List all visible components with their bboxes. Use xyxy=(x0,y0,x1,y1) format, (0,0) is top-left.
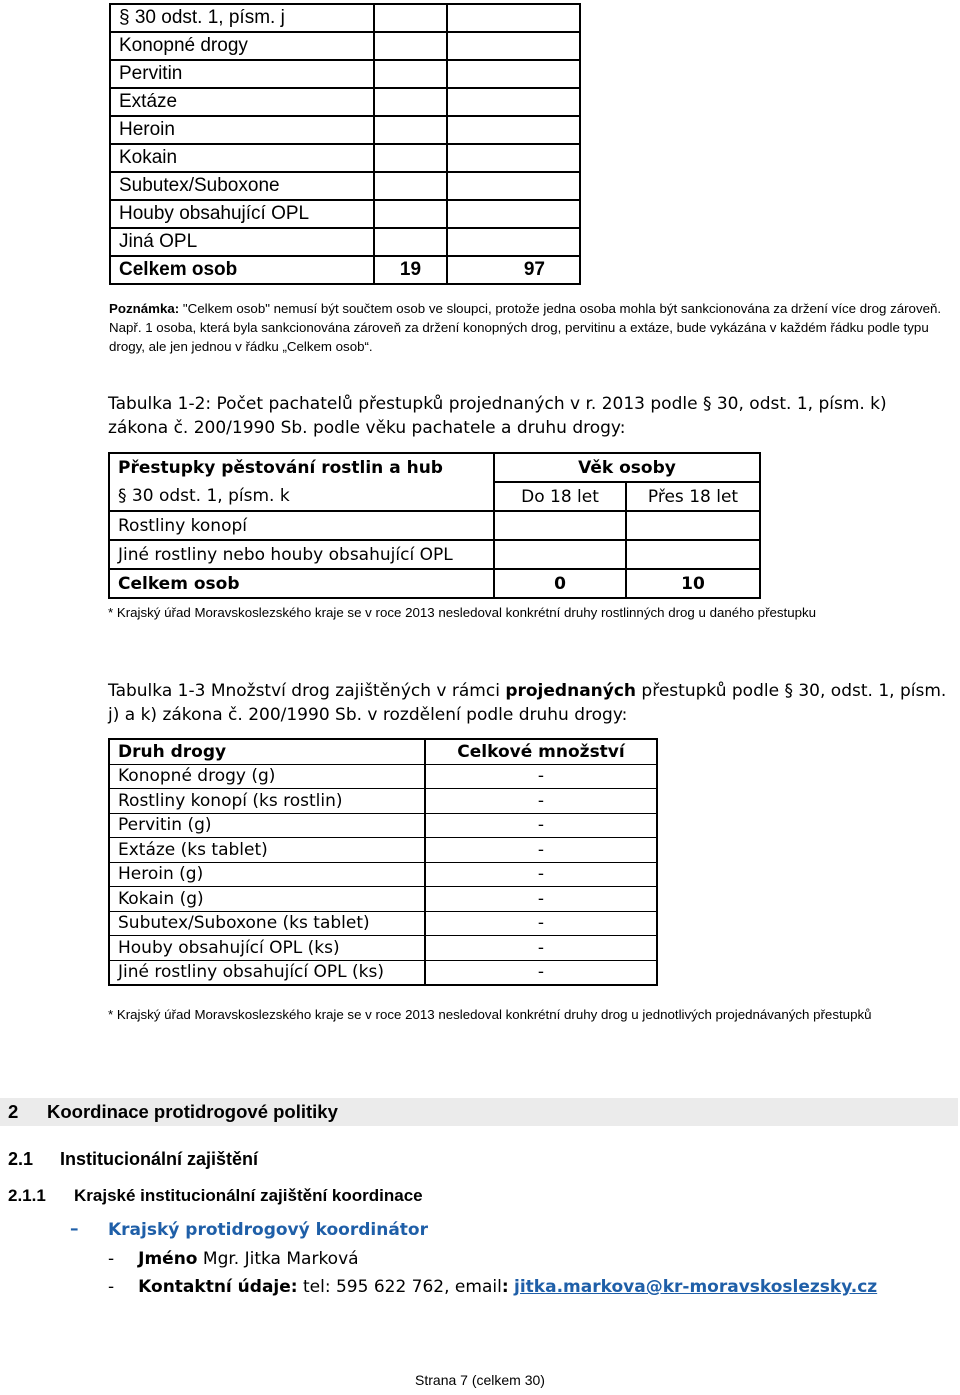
t1-row-a xyxy=(374,228,447,256)
t1-row-a xyxy=(374,32,447,60)
table-row xyxy=(109,960,657,985)
t2-subtitle: § 30 odst. 1, písm. k xyxy=(109,482,494,511)
t3-row-label: Extáze (ks tablet) xyxy=(109,838,425,863)
heading-section-2-1 xyxy=(8,1149,259,1170)
t3-row-value: - xyxy=(425,911,657,936)
t1-row-b xyxy=(447,88,580,116)
t1-row-b xyxy=(447,116,580,144)
t3-row-label: Rostliny konopí (ks rostlin) xyxy=(109,789,425,814)
table-row xyxy=(110,4,580,32)
caption-table2: Tabulka 1-2: Počet pachatelů přestupků projednaných v r. 2013 podle § 30, odst. 1, písm. k) zákona č. 200/1990 Sb. podle věku pachatele a druhu drogy: xyxy=(108,394,887,438)
t3-row-label: Jiné rostliny obsahující OPL (ks) xyxy=(109,960,425,985)
table-row xyxy=(109,911,657,936)
t1-row-label: Pervitin xyxy=(110,60,374,88)
t2-age-header: Věk osoby xyxy=(494,453,760,482)
t1-row-a xyxy=(374,172,447,200)
t1-row-b xyxy=(447,200,580,228)
t1-row-label: Jiná OPL xyxy=(110,228,374,256)
coordinator-dash: – xyxy=(70,1219,79,1239)
t1-total-a: 19 xyxy=(374,256,447,284)
table-row-total xyxy=(109,569,760,598)
coordinator-contact-line: - Kontaktní údaje: tel: 595 622 762, email: jitka.markova@kr-moravskoslezsky.cz xyxy=(108,1277,878,1297)
t2-row-a xyxy=(494,511,626,540)
t2-row-label: Rostliny konopí xyxy=(109,511,494,540)
table-row xyxy=(110,200,580,228)
contact-label: Kontaktní údaje: xyxy=(138,1277,298,1297)
section-title: Krajské institucionální zajištění koordinace xyxy=(74,1186,423,1205)
t2-row-a xyxy=(494,540,626,569)
table-row xyxy=(109,936,657,961)
table-row xyxy=(110,172,580,200)
name-value: Mgr. Jitka Marková xyxy=(197,1249,359,1269)
t3-row-value: - xyxy=(425,936,657,961)
t3-head-a: Druh drogy xyxy=(109,739,425,764)
t1-row-a xyxy=(374,200,447,228)
t1-row-a xyxy=(374,144,447,172)
email-colon: : xyxy=(501,1277,509,1297)
t1-row-label: Extáze xyxy=(110,88,374,116)
table-drug-possession xyxy=(109,3,581,285)
table-row-total xyxy=(110,256,580,284)
note-table1 xyxy=(109,299,959,356)
table-row xyxy=(110,144,580,172)
table-row xyxy=(110,228,580,256)
section-number: 2.1.1 xyxy=(8,1186,46,1205)
table-row xyxy=(109,511,760,540)
t1-row-b xyxy=(447,4,580,32)
note-table2: * Krajský úřad Moravskoslezského kraje se v roce 2013 nesledoval konkrétní druhy rostlinných drog u daného přestupku xyxy=(108,605,817,620)
t2-row-label: Jiné rostliny nebo houby obsahující OPL xyxy=(109,540,494,569)
table-row xyxy=(109,862,657,887)
t1-row-a xyxy=(374,60,447,88)
caption3-part2: přestupků podle § 30, odst. 1, písm. j) a k) zákona č. 200/1990 Sb. v rozdělení podle druhu drogy: xyxy=(108,681,947,725)
table-row xyxy=(110,32,580,60)
t1-row-label: Subutex/Suboxone xyxy=(110,172,374,200)
t3-row-value: - xyxy=(425,838,657,863)
note-label: Poznámka: xyxy=(109,301,180,316)
t1-total-label: Celkem osob xyxy=(110,256,374,284)
table-row xyxy=(109,789,657,814)
table-row xyxy=(110,88,580,116)
table-row xyxy=(109,838,657,863)
t1-row-label: § 30 odst. 1, písm. j xyxy=(110,4,374,32)
t3-row-value: - xyxy=(425,960,657,985)
table-row xyxy=(109,540,760,569)
t1-total-b: 97 xyxy=(447,256,580,284)
t2-col-b: Přes 18 let xyxy=(626,482,760,511)
t1-row-b xyxy=(447,144,580,172)
t1-row-a xyxy=(374,116,447,144)
t2-title: Přestupky pěstování rostlin a hub xyxy=(109,453,494,482)
caption3-bold: projednaných xyxy=(505,681,637,701)
t3-row-label: Kokain (g) xyxy=(109,887,425,912)
t2-col-a: Do 18 let xyxy=(494,482,626,511)
coordinator-name-line: - Jméno Mgr. Jitka Marková xyxy=(108,1249,359,1269)
table-row xyxy=(110,60,580,88)
note-text: "Celkem osob" nemusí být součtem osob ve sloupci, protože jedna osoba mohla být sankcionována za držení více drog zároveň. Např. 1 osoba, která byla sankcionována zároveň za držení konopných drog, pervitinu a extáze, bude vykázána v každém řádku podle typu drogy, ale jen jednou v řádku „Celkem osob“. xyxy=(109,301,942,354)
table-cultivation xyxy=(108,452,761,599)
t2-row-b xyxy=(626,511,760,540)
t1-row-label: Konopné drogy xyxy=(110,32,374,60)
t1-row-label: Kokain xyxy=(110,144,374,172)
t2-row-b xyxy=(626,540,760,569)
t2-total-a: 0 xyxy=(494,569,626,598)
name-label: Jméno xyxy=(138,1249,198,1269)
t1-row-b xyxy=(447,32,580,60)
t3-row-value: - xyxy=(425,862,657,887)
caption-table3 xyxy=(108,679,948,727)
t1-row-b xyxy=(447,228,580,256)
t3-row-label: Houby obsahující OPL (ks) xyxy=(109,936,425,961)
t3-row-label: Pervitin (g) xyxy=(109,813,425,838)
t3-row-label: Konopné drogy (g) xyxy=(109,764,425,789)
t3-row-value: - xyxy=(425,764,657,789)
t1-row-b xyxy=(447,172,580,200)
email-link[interactable]: jitka.markova@kr-moravskoslezsky.cz xyxy=(514,1277,878,1297)
t3-row-value: - xyxy=(425,789,657,814)
t3-row-label: Subutex/Suboxone (ks tablet) xyxy=(109,911,425,936)
coordinator-heading: Krajský protidrogový koordinátor xyxy=(108,1220,428,1240)
table-row xyxy=(109,887,657,912)
t2-total-b: 10 xyxy=(626,569,760,598)
table-seized-quantity xyxy=(108,738,658,986)
t3-row-label: Heroin (g) xyxy=(109,862,425,887)
table-row xyxy=(109,764,657,789)
t1-row-label: Heroin xyxy=(110,116,374,144)
heading-section-2 xyxy=(8,1101,338,1123)
t3-row-value: - xyxy=(425,887,657,912)
t3-row-value: - xyxy=(425,813,657,838)
section-number: 2.1 xyxy=(8,1149,34,1169)
t1-row-label: Houby obsahující OPL xyxy=(110,200,374,228)
page-footer: Strana 7 (celkem 30) xyxy=(415,1372,545,1388)
table-row xyxy=(110,116,580,144)
t3-head-b: Celkové množství xyxy=(425,739,657,764)
caption3-part1: Tabulka 1-3 Množství drog zajištěných v rámci xyxy=(108,681,506,701)
section-title: Institucionální zajištění xyxy=(60,1149,259,1169)
heading-section-2-1-1 xyxy=(8,1186,423,1206)
section-title: Koordinace protidrogové politiky xyxy=(47,1101,338,1122)
t1-row-b xyxy=(447,60,580,88)
section-number: 2 xyxy=(8,1101,19,1122)
t1-row-a xyxy=(374,4,447,32)
t2-total-label: Celkem osob xyxy=(109,569,494,598)
contact-value: tel: 595 622 762, email xyxy=(297,1277,502,1297)
table-row xyxy=(109,813,657,838)
note-table3: * Krajský úřad Moravskoslezského kraje se v roce 2013 nesledoval konkrétní druhy drog u jednotlivých projednávaných přestupků xyxy=(108,1007,872,1022)
t1-row-a xyxy=(374,88,447,116)
